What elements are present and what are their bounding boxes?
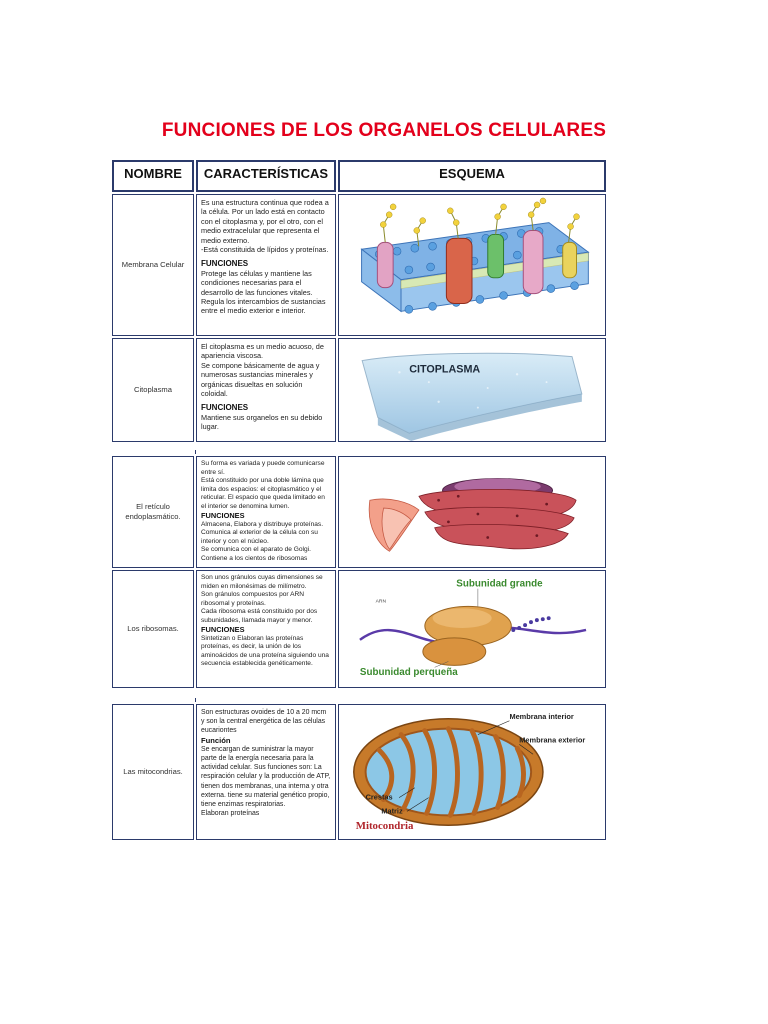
row-name: Citoplasma — [134, 385, 172, 394]
membrane-illustration — [339, 195, 605, 335]
function-text: Protege las células y mantiene las condiciones necesarias para el desarrollo de las funciones vitales. — [201, 268, 313, 297]
label-small-subunit: Subunidad perqueña — [359, 667, 458, 679]
characteristic-text: Se compone básicamente de agua y numerosas sustancias minerales y orgánicas disueltas en solución coloidal. — [201, 360, 320, 399]
header-characteristics: CARACTERÍSTICAS — [196, 160, 336, 192]
table-block-1 — [112, 160, 606, 442]
table-row-citoplasma — [112, 338, 606, 442]
row-name-cell — [112, 570, 194, 688]
functions-heading: Función — [201, 735, 231, 745]
row-name: El retículo endoplasmático. — [125, 502, 181, 521]
table-row-membrana — [112, 194, 606, 336]
function-text: Comunica al exterior de la célula con su interior y con el núcleo. — [201, 529, 318, 545]
label-large-subunit: Subunidad grande — [456, 578, 543, 590]
function-text: Contiene a los cientos de ribosomas — [201, 554, 308, 562]
ribosome-illustration — [339, 571, 605, 687]
ribosome-diagram — [338, 570, 606, 688]
label-matrix: Matriz — [381, 806, 403, 816]
cytoplasm-label: CITOPLASMA — [409, 363, 481, 376]
page-title: FUNCIONES DE LOS ORGANELOS CELULARES — [161, 120, 607, 141]
row-name: Los ribosomas. — [127, 624, 179, 633]
row-characteristics-cell — [196, 570, 336, 688]
table-block-3 — [112, 704, 606, 840]
divider — [195, 698, 196, 702]
characteristic-text: Son estructuras ovoides de 10 a 20 mcm y son la central energética de las células eucariontes — [201, 709, 327, 735]
functions-heading: FUNCIONES — [201, 625, 245, 634]
characteristic-text: Son unos gránulos cuyas dimensiones se miden en milonésimas de milímetro. — [201, 574, 323, 590]
label-crests: Crestas — [365, 792, 393, 802]
function-text: Almacena, Elabora y distribuye proteínas. — [201, 520, 324, 528]
function-text: Se encargan de suministrar la mayor parte de la energía necesaria para la actividad celular. Sus funciones son: La respiración celular y la producción de ATP, tienen dos membranas, una interna y otra externa. tiene su material genético propio, tiene enzimas respiratorias. — [201, 745, 331, 809]
label-arn: ARN — [375, 599, 387, 605]
header-name: NOMBRE — [112, 160, 194, 192]
row-characteristics-cell — [196, 704, 336, 840]
function-text: Mantiene sus organelos en su debido lugar. — [201, 412, 323, 432]
header-schema: ESQUEMA — [338, 160, 606, 192]
characteristic-text: Es una estructura continua que rodea a la célula. Por un lado está en contacto con el citoplasma y, por el otro, con el medio extracelular que representa el medio externo. — [201, 198, 329, 245]
er-diagram — [338, 456, 606, 568]
characteristic-text: Cada ribosoma está constituido por dos subunidades, llamada mayor y menor. — [201, 608, 318, 624]
row-name-cell — [112, 704, 194, 840]
label-caption: Mitocondria — [355, 820, 414, 833]
mitochondria-illustration — [339, 705, 605, 839]
characteristic-text: -Está constituida de lípidos y proteínas. — [201, 245, 329, 255]
functions-heading: FUNCIONES — [201, 403, 249, 413]
row-name-cell — [112, 338, 194, 442]
cytoplasm-illustration — [339, 339, 605, 441]
function-text: Se comunica con el aparato de Golgi. — [201, 546, 311, 553]
function-text: Regula los intercambios de sustancias entre el medio exterior e interior. — [201, 297, 326, 316]
divider — [195, 450, 196, 454]
row-characteristics-cell — [196, 194, 336, 336]
functions-heading: FUNCIONES — [201, 511, 245, 520]
table-row-reticulo — [112, 456, 606, 568]
cytoplasm-diagram — [338, 338, 606, 442]
table-block-2 — [112, 456, 606, 688]
row-characteristics-cell — [196, 338, 336, 442]
row-name: Las mitocondrias. — [123, 767, 183, 776]
label-outer-membrane: Membrana exterior — [519, 735, 586, 745]
row-name-cell — [112, 194, 194, 336]
characteristic-text: El citoplasma es un medio acuoso, de apariencia viscosa. — [201, 342, 324, 361]
table-row-mitocondrias — [112, 704, 606, 840]
characteristic-text: Su forma es variada y puede comunicarse entre sí. — [201, 460, 325, 476]
table-header — [112, 160, 606, 192]
mitochondria-diagram — [338, 704, 606, 840]
table-row-ribosomas — [112, 570, 606, 688]
characteristic-text: Está constituido por una doble lámina que limita dos espacios: el citoplasmático y el reticular. El espacio que queda limitado en el interior se denomina lumen. — [201, 477, 325, 510]
row-name-cell — [112, 456, 194, 568]
row-name: Membrana Celular — [121, 260, 185, 269]
function-text: Elaboran proteínas — [201, 810, 260, 818]
membrane-diagram — [338, 194, 606, 336]
characteristic-text: Son gránulos compuestos por ARN ribosomal y proteínas. — [201, 591, 304, 607]
functions-heading: FUNCIONES — [201, 259, 249, 269]
er-illustration — [339, 457, 605, 567]
row-characteristics-cell — [196, 456, 336, 568]
label-inner-membrane: Membrana interior — [509, 711, 574, 721]
function-text: Sintetizan o Elaboran las proteínas proteínas, es decir, la unión de los aminoácidos de una proteína siguiendo una secuencia establecida genéticamente. — [201, 634, 329, 667]
